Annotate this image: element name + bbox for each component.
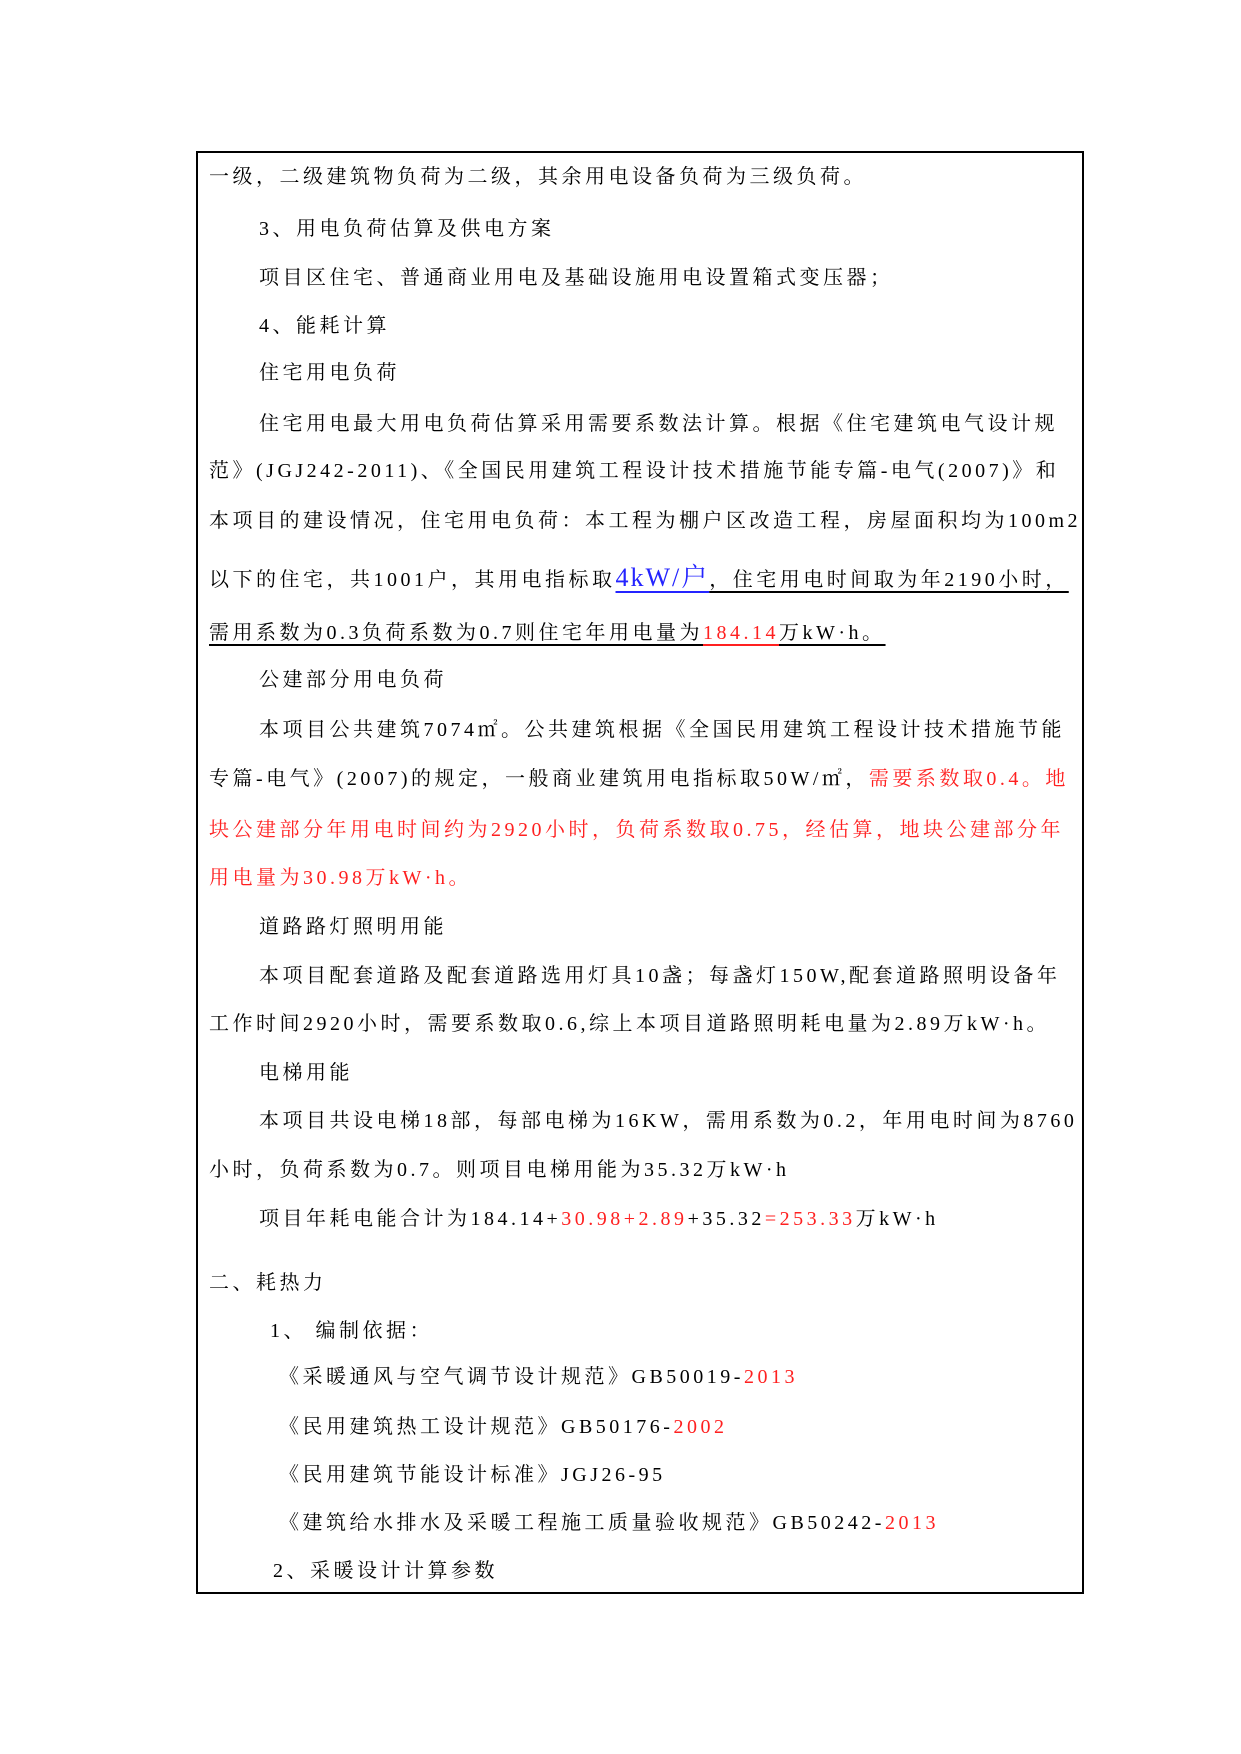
elevator-heading: 电梯用能: [259, 1062, 353, 1084]
heating-subheading-basis: 1、 编制依据：: [270, 1320, 433, 1342]
reference-item: [279, 1510, 939, 1536]
residential-paragraph-line: 范》(JGJ242-2011)、《全国民用建筑工程设计技术措施节能专篇-电气(2007)》和: [209, 460, 1060, 482]
reference-title: 《民用建筑热工设计规范》GB50176-: [279, 1416, 674, 1438]
public-building-heading: 公建部分用电负荷: [259, 669, 447, 691]
reference-title: 《采暖通风与空气调节设计规范》GB50019-: [279, 1366, 744, 1388]
reference-year: 2002: [673, 1416, 728, 1438]
document-box: [196, 151, 1084, 1594]
road-lighting-heading: 道路路灯照明用能: [259, 916, 447, 938]
residential-power-index: 4kW/户: [615, 563, 710, 592]
public-building-paragraph-line: 本项目公共建筑7074㎡。公共建筑根据《全国民用建筑工程设计技术措施节能: [259, 719, 1065, 741]
residential-paragraph-line: 住宅用电最大用电负荷估算采用需要系数法计算。根据《住宅建筑电气设计规: [259, 413, 1058, 435]
public-building-paragraph-line: [209, 766, 1069, 792]
residential-usage-hours: ，住宅用电时间取为年2190小时，: [709, 569, 1069, 591]
section-heading-load-estimate: 3、用电负荷估算及供电方案: [259, 218, 555, 240]
residential-paragraph-line: 本项目的建设情况，住宅用电负荷：本工程为棚户区改造工程，房屋面积均为100m2: [209, 510, 1082, 532]
public-building-paragraph-line: 用电量为30.98万kW·h。: [209, 867, 473, 889]
residential-text: 以下的住宅，共1001户，其用电指标取: [209, 569, 616, 591]
section-heading-energy-calc: 4、能耗计算: [259, 315, 390, 337]
residential-paragraph-line: [209, 565, 1069, 593]
load-level-text: 一级，二级建筑物负荷为二级，其余用电设备负荷为三级负荷。: [209, 166, 867, 188]
total-unit: 万kW·h: [855, 1208, 939, 1230]
transformer-note: 项目区住宅、普通商业用电及基础设施用电设置箱式变压器；: [259, 267, 894, 289]
elevator-paragraph-line: 小时，负荷系数为0.7。则项目电梯用能为35.32万kW·h: [209, 1159, 790, 1181]
total-text: +35.32: [687, 1208, 765, 1230]
residential-annual-consumption: 184.14: [703, 622, 779, 644]
reference-item: [279, 1462, 666, 1488]
reference-year: 2013: [743, 1366, 798, 1388]
public-building-demand-factor: 需要系数取0.4。地: [868, 768, 1069, 790]
reference-title: 《建筑给水排水及采暖工程施工质量验收规范》GB50242-: [279, 1512, 885, 1534]
residential-heading: 住宅用电负荷: [259, 362, 400, 384]
heating-section-heading: 二、耗热力: [209, 1272, 327, 1294]
total-text: 项目年耗电能合计为184.14+: [259, 1208, 562, 1230]
reference-year: 2013: [884, 1512, 939, 1534]
public-building-text: 专篇-电气》(2007)的规定，一般商业建筑用电指标取50W/㎡，: [209, 768, 869, 790]
residential-paragraph-line: [209, 620, 886, 646]
elevator-paragraph-line: 本项目共设电梯18部，每部电梯为16KW，需用系数为0.2，年用电时间为8760: [259, 1110, 1078, 1132]
reference-title: 《民用建筑节能设计标准》JGJ26-95: [279, 1464, 666, 1486]
public-building-paragraph-line: 块公建部分年用电时间约为2920小时，负荷系数取0.75，经估算，地块公建部分年: [209, 819, 1064, 841]
reference-item: [279, 1414, 727, 1440]
total-result: =253.33: [764, 1208, 856, 1230]
road-lighting-paragraph-line: 本项目配套道路及配套道路选用灯具10盏；每盏灯150W,配套道路照明设备年: [259, 965, 1061, 987]
total-highlight: 30.98+2.89: [561, 1208, 688, 1230]
reference-item: [279, 1364, 798, 1390]
road-lighting-paragraph-line: 工作时间2920小时，需要系数取0.6,综上本项目道路照明耗电量为2.89万kW·h。: [209, 1013, 1051, 1035]
residential-text: 需用系数为0.3负荷系数为0.7则住宅年用电量为: [209, 622, 703, 644]
residential-unit: 万kW·h。: [779, 622, 886, 644]
heating-subheading-parameters: 2、采暖设计计算参数: [273, 1560, 498, 1582]
total-consumption-line: [259, 1206, 939, 1232]
